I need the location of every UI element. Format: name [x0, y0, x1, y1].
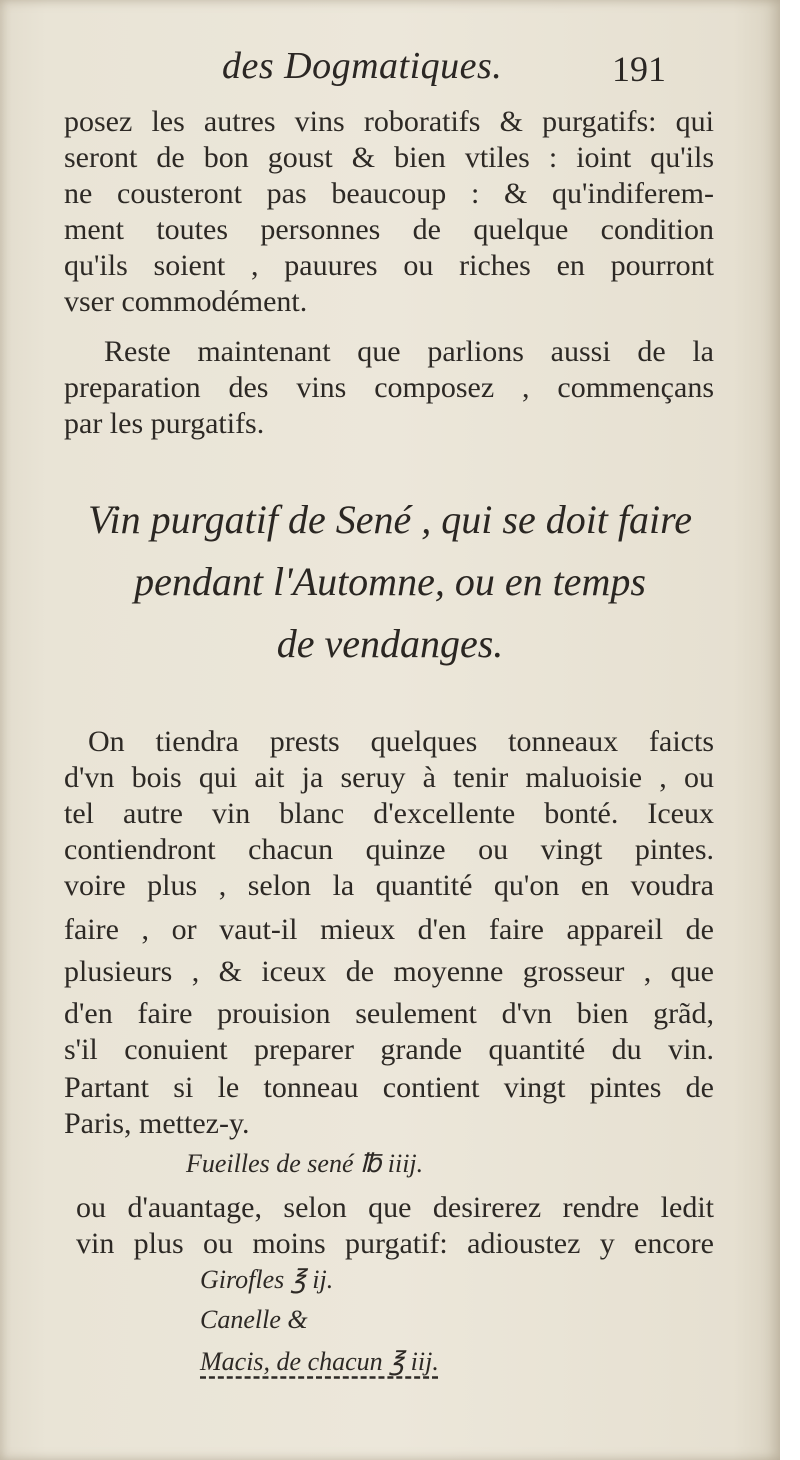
- recipe-line: Fueilles de sené ℔ iiij.: [186, 1149, 424, 1178]
- text-line: vser commodément.: [64, 285, 308, 318]
- text-line: preparation des vins composez , commençans: [64, 371, 714, 404]
- text-line: ment toutes personnes de quelque condition: [64, 213, 714, 246]
- section-title-line: de vendanges.: [276, 621, 504, 666]
- scan-margin: [780, 0, 800, 1460]
- text-line: s'il conuient preparer grande quantité du vin.: [64, 1033, 714, 1066]
- text-line: posez les autres vins roboratifs & purgatifs: qui: [64, 105, 714, 138]
- recipe-line: Macis, de chacun ℥ iij.: [200, 1347, 439, 1376]
- recipe-line: Canelle &: [200, 1305, 308, 1334]
- section-title-line: Vin purgatif de Sené , qui se doit faire: [88, 497, 692, 542]
- text-line: ou d'auantage, selon que desirerez rendre ledit: [76, 1191, 714, 1224]
- text-line: ne cousteront pas beaucoup : & qu'indiferem-: [64, 177, 714, 210]
- text-line: vin plus ou moins purgatif: adioustez y encore: [76, 1227, 714, 1260]
- text-line: voire plus , selon la quantité qu'on en voudra: [64, 869, 714, 902]
- text-line: d'vn bois qui ait ja seruy à tenir maluoisie , ou: [64, 761, 714, 794]
- text-line: Reste maintenant que parlions aussi de la: [104, 335, 714, 368]
- page-number: 191: [612, 49, 666, 89]
- text-line: On tiendra prests quelques tonneaux faicts: [88, 725, 714, 758]
- section-title-line: pendant l'Automne, ou en temps: [134, 559, 646, 604]
- text-line: d'en faire prouision seulement d'vn bien grãd,: [64, 997, 714, 1030]
- recipe-line: Girofles ℥ ij.: [200, 1265, 334, 1294]
- text-line: tel autre vin blanc d'excellente bonté. Iceux: [64, 797, 714, 830]
- running-head: des Dogmatiques.: [222, 45, 503, 87]
- text-line: qu'ils soient , pauures ou riches en pourront: [64, 249, 714, 282]
- text-line: faire , or vaut-il mieux d'en faire appareil de: [64, 913, 714, 946]
- text-line: par les purgatifs.: [64, 407, 265, 440]
- text-line: Partant si le tonneau contient vingt pintes de: [64, 1071, 714, 1104]
- text-line: seront de bon goust & bien vtiles : ioint qu'ils: [64, 141, 714, 174]
- text-line: contiendront chacun quinze ou vingt pintes.: [64, 833, 714, 866]
- text-line: Paris, mettez-y.: [64, 1107, 250, 1140]
- text-line: plusieurs , & iceux de moyenne grosseur , que: [64, 955, 714, 988]
